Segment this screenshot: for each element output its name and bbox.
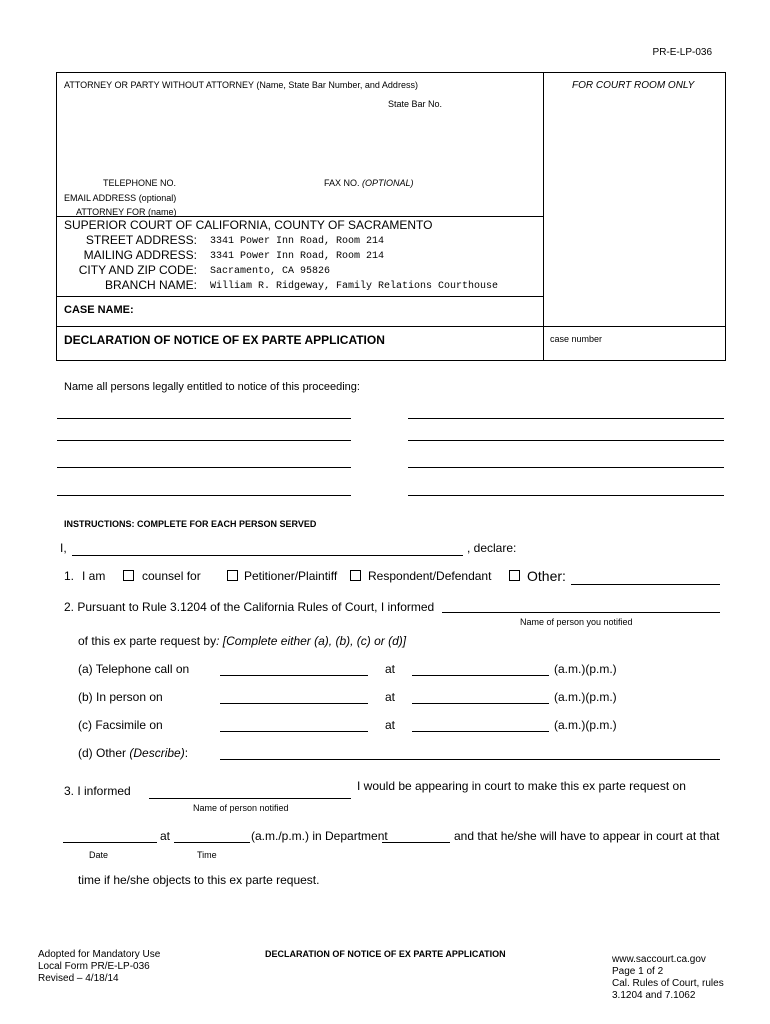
persons-prompt: Name all persons legally entitled to notice of this proceeding: bbox=[64, 381, 360, 393]
branch-value: William R. Ridgeway, Family Relations Courthouse bbox=[210, 281, 499, 292]
counsel-checkbox[interactable] bbox=[123, 570, 134, 581]
item2-text: 2. Pursuant to Rule 3.1204 of the California Rules of Court, I informed bbox=[64, 600, 435, 614]
doc-title: DECLARATION OF NOTICE OF EX PARTE APPLICATION bbox=[64, 333, 385, 347]
time-field[interactable] bbox=[174, 842, 250, 843]
item1-number: 1. bbox=[64, 569, 75, 583]
at-label-2: at bbox=[160, 829, 171, 843]
instructions: INSTRUCTIONS: COMPLETE FOR EACH PERSON SERVED bbox=[64, 519, 317, 529]
page-number: Page 1 of 2 bbox=[612, 966, 664, 977]
revised-date: Revised – 4/18/14 bbox=[38, 973, 119, 984]
other-label: Other: bbox=[527, 568, 566, 584]
mailing-value: 3341 Power Inn Road, Room 214 bbox=[210, 251, 385, 262]
state-bar-label: State Bar No. bbox=[388, 99, 443, 109]
department-field[interactable] bbox=[382, 842, 450, 843]
d-italic: (Describe) bbox=[129, 746, 185, 760]
item2-sub-italic: : [Complete either (a), (b), (c) or (d)] bbox=[216, 634, 407, 648]
rules-line-2: 3.1204 and 7.1062 bbox=[612, 990, 696, 1001]
street-value: 3341 Power Inn Road, Room 214 bbox=[210, 236, 385, 247]
item3-caption: Name of person notified bbox=[193, 803, 289, 813]
item2-sub bbox=[78, 634, 406, 648]
email-label: EMAIL ADDRESS (optional) bbox=[64, 193, 177, 203]
d-label bbox=[78, 746, 188, 760]
person-name-field[interactable] bbox=[57, 440, 351, 441]
person-name-field[interactable] bbox=[57, 467, 351, 468]
mailing-label: MAILING ADDRESS: bbox=[83, 248, 197, 262]
declarant-name-field[interactable] bbox=[72, 555, 463, 556]
date-field[interactable] bbox=[63, 842, 157, 843]
in-person-date-field[interactable] bbox=[220, 703, 368, 704]
form-id: PR-E-LP-036 bbox=[652, 47, 712, 58]
person-name-field[interactable] bbox=[57, 418, 351, 419]
ampm-label: (a.m.)(p.m.) bbox=[554, 662, 617, 676]
fax-label: FAX NO. bbox=[324, 178, 360, 188]
item3-text: I would be appearing in court to make this ex parte request on bbox=[357, 779, 686, 793]
at-label: at bbox=[385, 662, 396, 676]
street-label: STREET ADDRESS: bbox=[85, 233, 197, 247]
telephone-time-field[interactable] bbox=[412, 675, 549, 676]
fax-optional: (OPTIONAL) bbox=[362, 178, 414, 188]
person-notified-field[interactable] bbox=[442, 612, 720, 613]
footer-title: DECLARATION OF NOTICE OF EX PARTE APPLICATION bbox=[265, 949, 506, 959]
person-name-field[interactable] bbox=[408, 418, 724, 419]
d-colon: : bbox=[184, 746, 189, 760]
fax-label-group bbox=[324, 178, 414, 188]
time-caption: Time bbox=[197, 850, 217, 860]
case-name-field[interactable] bbox=[140, 300, 538, 322]
d-prefix: (d) Other bbox=[78, 746, 130, 760]
attorney-label: ATTORNEY OR PARTY WITHOUT ATTORNEY (Name, State Bar Number, and Address) bbox=[64, 80, 418, 90]
other-checkbox[interactable] bbox=[509, 570, 520, 581]
appear-text: and that he/she will have to appear in court at that bbox=[454, 829, 720, 843]
item2-caption: Name of person you notified bbox=[520, 617, 633, 627]
city-value: Sacramento, CA 95826 bbox=[210, 266, 331, 277]
telephone-label: TELEPHONE NO. bbox=[103, 178, 177, 188]
at-label: at bbox=[385, 718, 396, 732]
person-name-field[interactable] bbox=[408, 440, 724, 441]
case-name-label: CASE NAME: bbox=[64, 304, 134, 316]
rules-line-1: Cal. Rules of Court, rules bbox=[612, 978, 724, 989]
petitioner-checkbox[interactable] bbox=[227, 570, 238, 581]
facsimile-date-field[interactable] bbox=[220, 731, 368, 732]
respondent-label: Respondent/Defendant bbox=[368, 569, 492, 583]
court-use-field[interactable] bbox=[548, 96, 722, 322]
person-informed-field[interactable] bbox=[149, 798, 351, 799]
divider bbox=[56, 296, 544, 297]
ampm-dept-label: (a.m./p.m.) in Department bbox=[251, 829, 388, 843]
at-label: at bbox=[385, 690, 396, 704]
person-name-field[interactable] bbox=[408, 495, 724, 496]
court-room-only: FOR COURT ROOM ONLY bbox=[572, 80, 695, 91]
attorney-field[interactable] bbox=[60, 112, 538, 172]
c-label: (c) Facsimile on bbox=[78, 718, 163, 732]
a-label: (a) Telephone call on bbox=[78, 662, 190, 676]
ampm-label: (a.m.)(p.m.) bbox=[554, 718, 617, 732]
item1-label: I am bbox=[82, 569, 106, 583]
city-label: CITY AND ZIP CODE: bbox=[78, 263, 197, 277]
i-label: I, bbox=[60, 541, 67, 555]
other-describe-field[interactable] bbox=[220, 759, 720, 760]
counsel-label: counsel for bbox=[142, 569, 201, 583]
declare-label: , declare: bbox=[467, 541, 517, 555]
respondent-checkbox[interactable] bbox=[350, 570, 361, 581]
telephone-date-field[interactable] bbox=[220, 675, 368, 676]
divider bbox=[56, 326, 726, 327]
ampm-label: (a.m.)(p.m.) bbox=[554, 690, 617, 704]
date-caption: Date bbox=[89, 850, 109, 860]
petitioner-label: Petitioner/Plaintiff bbox=[244, 569, 338, 583]
case-number-label: case number bbox=[550, 334, 603, 344]
facsimile-time-field[interactable] bbox=[412, 731, 549, 732]
other-field[interactable] bbox=[571, 584, 720, 585]
person-name-field[interactable] bbox=[57, 495, 351, 496]
person-name-field[interactable] bbox=[408, 467, 724, 468]
website: www.saccourt.ca.gov bbox=[612, 954, 706, 965]
objects-text: time if he/she objects to this ex parte request. bbox=[78, 873, 320, 887]
case-number-field[interactable] bbox=[548, 346, 722, 359]
in-person-time-field[interactable] bbox=[412, 703, 549, 704]
b-label: (b) In person on bbox=[78, 690, 163, 704]
branch-label: BRANCH NAME: bbox=[104, 278, 197, 292]
item3-label: 3. I informed bbox=[64, 784, 131, 798]
local-form: Local Form PR/E-LP-036 bbox=[38, 961, 150, 972]
item2-sub-prefix: of this ex parte request by bbox=[78, 634, 217, 648]
adopted-text: Adopted for Mandatory Use bbox=[38, 949, 161, 960]
court-name: SUPERIOR COURT OF CALIFORNIA, COUNTY OF SACRAMENTO bbox=[64, 218, 433, 232]
attorney-for-label: ATTORNEY FOR (name) bbox=[76, 207, 177, 217]
